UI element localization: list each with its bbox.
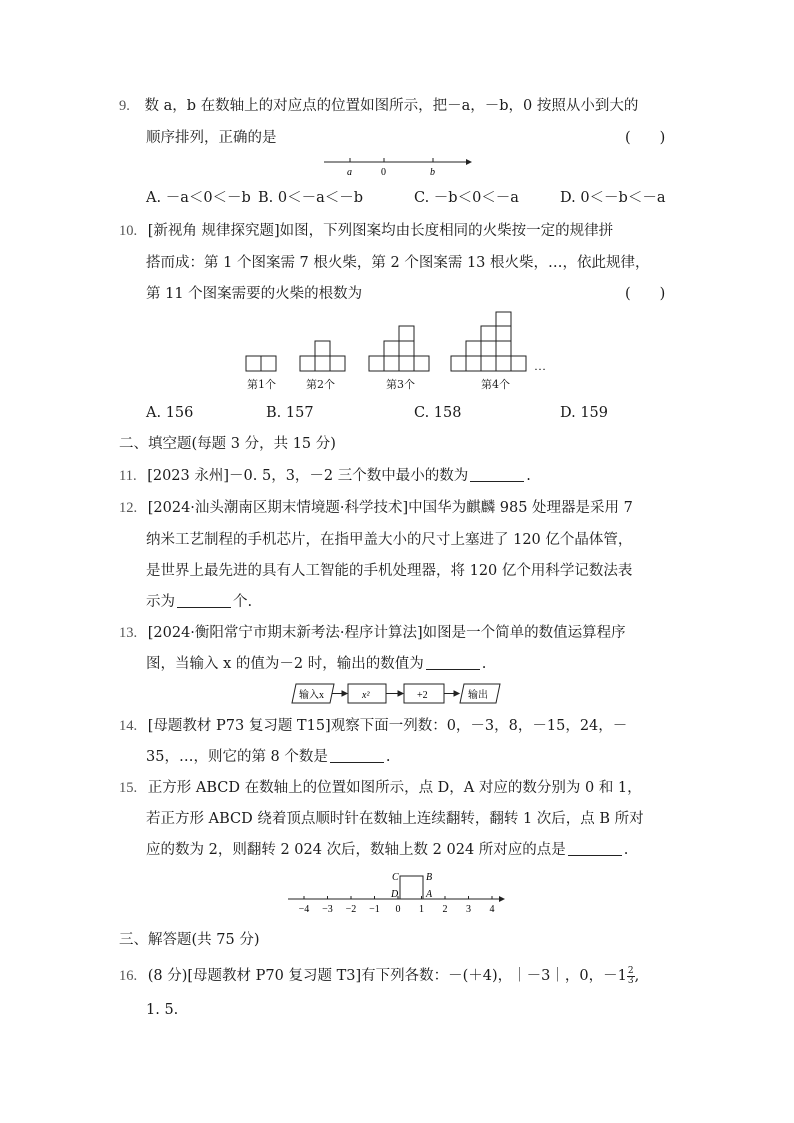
q11-text: [2023 永州]－0. 5，3，－2 三个数中最小的数为 [147,468,469,484]
q15-answer-blank[interactable] [568,841,622,856]
q10-text-3: 第 11 个图案需要的火柴的根数为 [146,286,363,302]
q15-text-1: 正方形 ABCD 在数轴上的位置如图所示，点 D，A 对应的数分别为 0 和 1， [147,780,642,796]
q9-label-a: a [347,167,352,178]
q14-number: 14. [119,718,138,734]
section-3-heading: 三、解答题(共 75 分) [119,932,260,948]
q9-axis-arrow [466,159,472,165]
q12-answer-blank[interactable] [177,593,231,608]
q12-text-2: 纳米工艺制程的手机芯片，在指甲盖大小的尺寸上塞进了 120 亿个晶体管， [146,532,633,548]
q11-answer-blank[interactable] [470,467,524,482]
q13-line1 [119,623,626,643]
q15-tick-label: 2 [442,904,448,915]
q10-matchstick-figure [240,310,550,376]
q15-tick-label: −1 [369,904,380,915]
q13-flow-square: x² [362,690,370,701]
q15-label-b: B [426,872,433,883]
q15-number: 15. [119,780,138,796]
q9-label-0: 0 [381,167,386,178]
q9-text-1: 数 a，b 在数轴上的对应点的位置如图所示，把－a，－b，0 按照从小到大的 [144,98,639,114]
q10-ellipsis: … [534,359,546,373]
q14-line1 [119,716,627,736]
q10-pattern-2 [300,341,345,371]
q13-flowchart [290,682,510,706]
q10-line1 [119,221,613,241]
q10-caption-1: 第1个 [247,378,276,391]
q16-text-1: (8 分)[母题教材 P70 复习题 T3]有下列各数：－(＋4)，｜－3｜，0，－1 [147,968,627,984]
q15-label-d: D [391,889,399,900]
q16-frac-denominator: 3 [627,975,634,986]
q12-number: 12. [119,500,138,516]
q12-line4 [146,592,252,612]
q16-fraction [627,967,635,986]
q12-text-4b: 个. [233,594,253,610]
q10-option-b: B. 157 [266,405,314,421]
q10-pattern-4 [451,312,526,371]
q15-tick-label: −2 [345,904,357,915]
q16-text-1-tail: , [634,968,640,984]
q14-answer-blank[interactable] [330,748,384,763]
q10-option-c: C. 158 [414,405,462,421]
q11-line [119,466,531,486]
q9-text-2: 顺序排列，正确的是 [146,130,277,146]
q15-square-abcd [400,876,423,899]
q13-line2 [146,654,486,674]
q15-square-number-line [286,866,508,916]
q10-caption-3: 第3个 [386,378,415,391]
q14-tail: . [385,749,391,765]
q13-number: 13. [119,625,138,641]
q16-number: 16. [119,968,138,984]
q13-flow-output: 输出 [468,690,488,701]
q9-number: 9. [119,98,130,114]
q12-line1 [119,498,633,518]
q13-tail: . [481,656,487,672]
q15-tick-label: −3 [322,904,333,915]
q9-label-b: b [430,167,435,178]
q13-arrow-2 [398,691,403,696]
q13-flow-input: 输入x [299,690,324,701]
q13-arrow-3 [454,691,459,696]
q15-tick-label: −4 [298,904,310,915]
q13-text-1: [2024·衡阳常宁市期末新考法·程序计算法]如图是一个简单的数值运算程序 [147,625,626,641]
q15-axis-arrow [499,896,505,902]
q15-tick-label: 0 [395,904,401,915]
q15-text-3: 应的数为 2，则翻转 2 024 次后，数轴上数 2 024 所对应的点是 [146,842,566,858]
q10-answer-paren: ( ) [625,286,666,302]
q9-answer-paren: ( ) [625,130,666,146]
q15-label-c: C [392,872,399,883]
q14-line2 [146,747,391,767]
q15-tail: . [623,842,629,858]
q12-text-4a: 示为 [146,594,175,610]
q14-text-1: [母题教材 P73 复习题 T15]观察下面一列数：0，－3，8，－15，24，－ [147,718,628,734]
q16-frac-numerator: 2 [627,965,634,976]
q9-option-a: A. －a＜0＜－b [146,190,251,206]
q14-text-2: 35，…，则它的第 8 个数是 [146,749,328,765]
q9-option-c: C. －b＜0＜－a [414,190,519,206]
q9-number-line [320,154,480,180]
q13-text-2: 图，当输入 x 的值为－2 时，输出的数值为 [146,656,424,672]
q16-text-2: 1. 5. [146,1002,179,1018]
q10-caption-2: 第2个 [306,378,335,391]
q11-tail: . [526,468,531,484]
q15-text-2: 若正方形 ABCD 绕着顶点顺时针在数轴上连续翻转，翻转 1 次后，点 B 所对 [146,811,644,827]
q15-line3 [146,840,628,860]
q15-line1 [119,778,642,798]
q16-line1 [119,966,639,986]
q10-text-2: 搭而成：第 1 个图案需 7 根火柴，第 2 个图案需 13 根火柴，…，依此规律， [146,255,650,271]
q15-tick-label: 3 [466,904,471,915]
q15-label-a: A [426,889,433,900]
q10-caption-4: 第4个 [481,378,510,391]
q9-option-b: B. 0＜－a＜－b [258,190,364,206]
q10-pattern-3 [369,326,429,371]
q9-option-d: D. 0＜－b＜－a [560,190,666,206]
q13-arrow-1 [342,691,347,696]
q11-number: 11. [119,468,137,484]
q10-text-1: [新视角 规律探究题]如图，下列图案均由长度相同的火柴按一定的规律拼 [147,223,614,239]
q10-option-d: D. 159 [560,405,609,421]
q13-flow-add: +2 [417,690,428,701]
q15-tick-label: 4 [489,904,495,915]
section-2-heading: 二、填空题(每题 3 分，共 15 分) [119,436,336,452]
q9-line1 [119,96,638,116]
q10-pattern-1 [246,356,276,371]
q12-text-3: 是世界上最先进的具有人工智能的手机处理器，将 120 亿个用科学记数法表 [146,563,633,579]
q12-text-1: [2024·汕头潮南区期末情境题·科学技术]中国华为麒麟 985 处理器是采用 7 [147,500,633,516]
q10-option-a: A. 156 [146,405,194,421]
q13-answer-blank[interactable] [426,655,480,670]
q10-number: 10. [119,223,138,239]
q15-tick-label: 1 [419,904,424,915]
